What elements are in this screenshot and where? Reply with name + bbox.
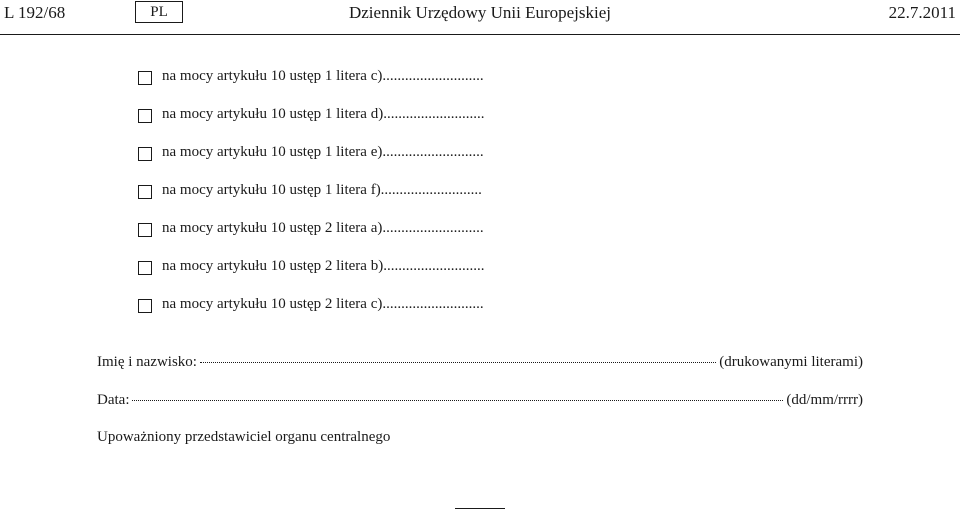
checkbox-item[interactable] <box>138 106 484 144</box>
representative-label: Upoważniony przedstawiciel organu centralnego <box>97 429 391 445</box>
name-input-line[interactable] <box>200 362 716 363</box>
checkbox-icon[interactable] <box>138 109 152 123</box>
checkbox-item[interactable] <box>138 182 484 220</box>
checkbox-icon[interactable] <box>138 261 152 275</box>
publication-date: 22.7.2011 <box>888 3 956 22</box>
checkbox-icon[interactable] <box>138 299 152 313</box>
date-input-line[interactable] <box>132 400 783 401</box>
page-header <box>0 0 960 35</box>
checkbox-item[interactable] <box>138 144 484 182</box>
checkbox-label: na mocy artykułu 10 ustęp 2 litera b)........................... <box>162 258 485 274</box>
checkbox-item[interactable] <box>138 258 484 296</box>
language-badge: PL <box>135 1 183 23</box>
checkbox-item[interactable] <box>138 296 484 334</box>
checkbox-label: na mocy artykułu 10 ustęp 2 litera c)........................... <box>162 296 484 312</box>
checkbox-item[interactable] <box>138 220 484 258</box>
page-reference: L 192/68 <box>4 3 66 22</box>
date-hint: (dd/mm/rrrr) <box>786 392 863 408</box>
checkbox-icon[interactable] <box>138 223 152 237</box>
checkbox-label: na mocy artykułu 10 ustęp 2 litera a)........................... <box>162 220 484 236</box>
checkbox-label: na mocy artykułu 10 ustęp 1 litera f)........................... <box>162 182 482 198</box>
date-field-row <box>97 392 863 409</box>
name-hint: (drukowanymi literami) <box>719 354 863 370</box>
checkbox-label: na mocy artykułu 10 ustęp 1 litera d)........................... <box>162 106 485 122</box>
checkbox-item[interactable] <box>138 68 484 106</box>
journal-title: Dziennik Urzędowy Unii Europejskiej <box>348 3 611 22</box>
end-divider <box>455 508 505 509</box>
checkbox-icon[interactable] <box>138 147 152 161</box>
date-label: Data: <box>97 392 130 408</box>
checkbox-label: na mocy artykułu 10 ustęp 1 litera c)........................... <box>162 68 484 84</box>
checkbox-label: na mocy artykułu 10 ustęp 1 litera e)........................... <box>162 144 484 160</box>
checkbox-icon[interactable] <box>138 71 152 85</box>
checkbox-icon[interactable] <box>138 185 152 199</box>
name-label: Imię i nazwisko: <box>97 354 197 370</box>
checkbox-list <box>138 68 484 334</box>
name-field-row <box>97 354 863 371</box>
